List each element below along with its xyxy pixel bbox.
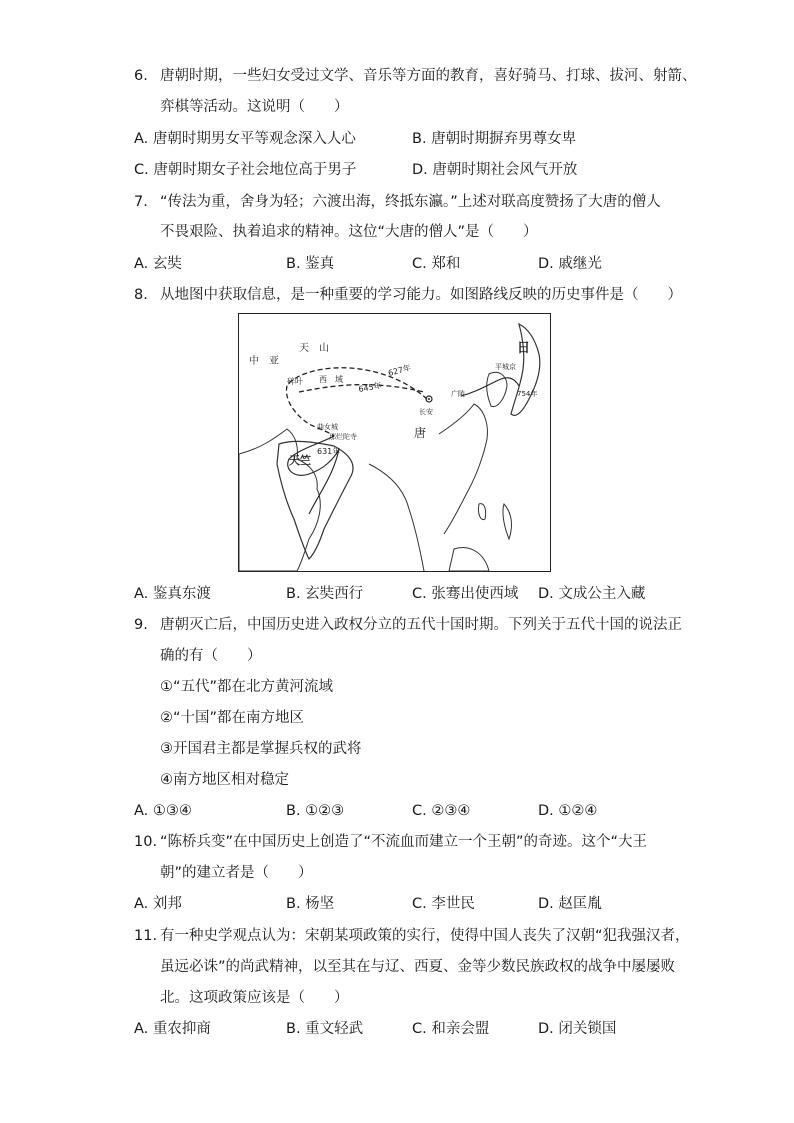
label-qufu: 曲女城: [317, 423, 338, 431]
question-9-option-d: D. ①②④: [538, 803, 598, 819]
question-6-option-c: C. 唐朝时期女子社会地位高于男子: [134, 162, 357, 178]
question-11-stem-line1: 有一种史学观点认为：宋朝某项政策的实行，使得中国人丧失了汉朝“犯我强汉者，: [160, 928, 690, 944]
question-8-option-d: D. 文成公主入藏: [538, 586, 646, 602]
question-8-stem-line1: 从地图中获取信息，是一种重要的学习能力。如图路线反映的历史事件是（ ）: [160, 287, 682, 303]
question-9-item-2: ②“十国”都在南方地区: [160, 710, 305, 726]
question-7-stem-line2: 不畏艰险、执着追求的精神。这位“大唐的僧人”是（ ）: [160, 224, 538, 240]
question-10-stem-line2: 朝”的建立者是（ ）: [160, 865, 313, 881]
philippines-coastline: [503, 504, 512, 539]
question-8-option-c: C. 张骞出使西域: [412, 586, 519, 602]
question-9-option-b: B. ①②③: [286, 803, 345, 819]
southeast-asia-coastline: [369, 464, 424, 571]
label-western-regions: 西 域: [319, 375, 343, 384]
label-year-754: 754年: [517, 390, 538, 398]
label-nara: 平城京: [495, 363, 516, 371]
question-7-option-b: B. 鉴真: [286, 256, 335, 272]
question-11-option-c: C. 和亲会盟: [412, 1021, 490, 1037]
korea-coastline: [487, 372, 507, 406]
question-8-number: 8.: [134, 287, 148, 303]
label-central-asia: 中 亚: [249, 356, 279, 367]
question-10-stem-line1: “陈桥兵变”在中国历史上创造了“不流血而建立一个王朝”的奇迹。这个“大王: [160, 834, 648, 850]
xuanzang-route-outbound: [286, 368, 427, 436]
question-11-number: 11.: [134, 928, 158, 944]
question-7-number: 7.: [134, 194, 148, 210]
question-9-stem-line1: 唐朝灭亡后，中国历史进入政权分立的五代十国时期。下列关于五代十国的说法正: [160, 617, 682, 633]
label-year-627: 627年: [387, 363, 413, 378]
question-6-number: 6.: [134, 68, 148, 84]
label-year-631: 631年: [317, 447, 341, 456]
label-nalanda: 那烂陀寺: [329, 433, 357, 441]
question-8-option-a: A. 鉴真东渡: [134, 586, 211, 602]
question-9-item-1: ①“五代”都在北方黄河流域: [160, 679, 334, 695]
borneo-coastline: [449, 548, 489, 571]
jianzhen-route: [461, 378, 519, 396]
question-11-option-b: B. 重文轻武: [286, 1021, 364, 1037]
question-6-stem-line2: 弈棋等活动。这说明（ ）: [160, 99, 349, 115]
question-6-option-d: D. 唐朝时期社会风气开放: [412, 162, 578, 178]
question-9-stem-line2: 确的有（ ）: [160, 648, 262, 664]
label-changan: 长安: [419, 408, 433, 416]
question-10-option-a: A. 刘邦: [134, 896, 182, 912]
label-tianshan: 天 山: [299, 343, 329, 354]
asia-coastline: [239, 429, 320, 571]
label-tang: 唐: [414, 426, 427, 440]
changan-marker-dot: [428, 398, 430, 400]
question-10-option-c: C. 李世民: [412, 896, 475, 912]
question-6-stem-line1: 唐朝时期，一些妇女受过文学、音乐等方面的教育，喜好骑马、打球、拔河、射箭、: [160, 68, 697, 84]
question-9-number: 9.: [134, 617, 148, 633]
question-11-option-d: D. 闭关锁国: [538, 1021, 617, 1037]
question-11-option-a: A. 重农抑商: [134, 1021, 211, 1037]
label-tianzhu: 天竺: [289, 454, 311, 467]
question-10-number: 10.: [134, 834, 158, 850]
label-guangling: 广陵: [451, 390, 465, 398]
question-7-option-c: C. 郑和: [412, 256, 461, 272]
question-9-option-c: C. ②③④: [412, 803, 471, 819]
question-9-item-3: ③开国君主都是掌握兵权的武将: [160, 741, 362, 757]
question-9-item-4: ④南方地区相对稳定: [160, 772, 289, 788]
question-10-option-b: B. 杨坚: [286, 896, 335, 912]
label-japan: 日: [517, 341, 531, 356]
question-11-stem-line3: 北。这项政策应该是（ ）: [160, 990, 349, 1006]
question-7-option-d: D. 戚继光: [538, 256, 602, 272]
question-7-stem-line1: “传法为重，舍身为轻；六渡出海，终抵东瀛。”上述对联高度赞扬了大唐的僧人: [160, 194, 661, 210]
taiwan-coastline: [478, 504, 485, 520]
question-7-option-a: A. 玄奘: [134, 256, 182, 272]
label-year-645: 645年: [357, 381, 383, 394]
label-suiye: 碎叶: [287, 377, 303, 386]
question-10-option-d: D. 赵匡胤: [538, 896, 602, 912]
route-map: [238, 313, 551, 572]
question-8-option-b: B. 玄奘西行: [286, 586, 364, 602]
question-11-stem-line2: 虽远必诛”的尚武精神，以至其在与辽、西夏、金等少数民族政权的战争中屡屡败: [160, 959, 676, 975]
china-coastline: [439, 404, 487, 534]
route-map-svg: [239, 314, 550, 571]
question-6-option-b: B. 唐朝时期摒弃男尊女卑: [412, 131, 577, 147]
question-9-option-a: A. ①③④: [134, 803, 192, 819]
question-6-option-a: A. 唐朝时期男女平等观念深入人心: [134, 131, 356, 147]
